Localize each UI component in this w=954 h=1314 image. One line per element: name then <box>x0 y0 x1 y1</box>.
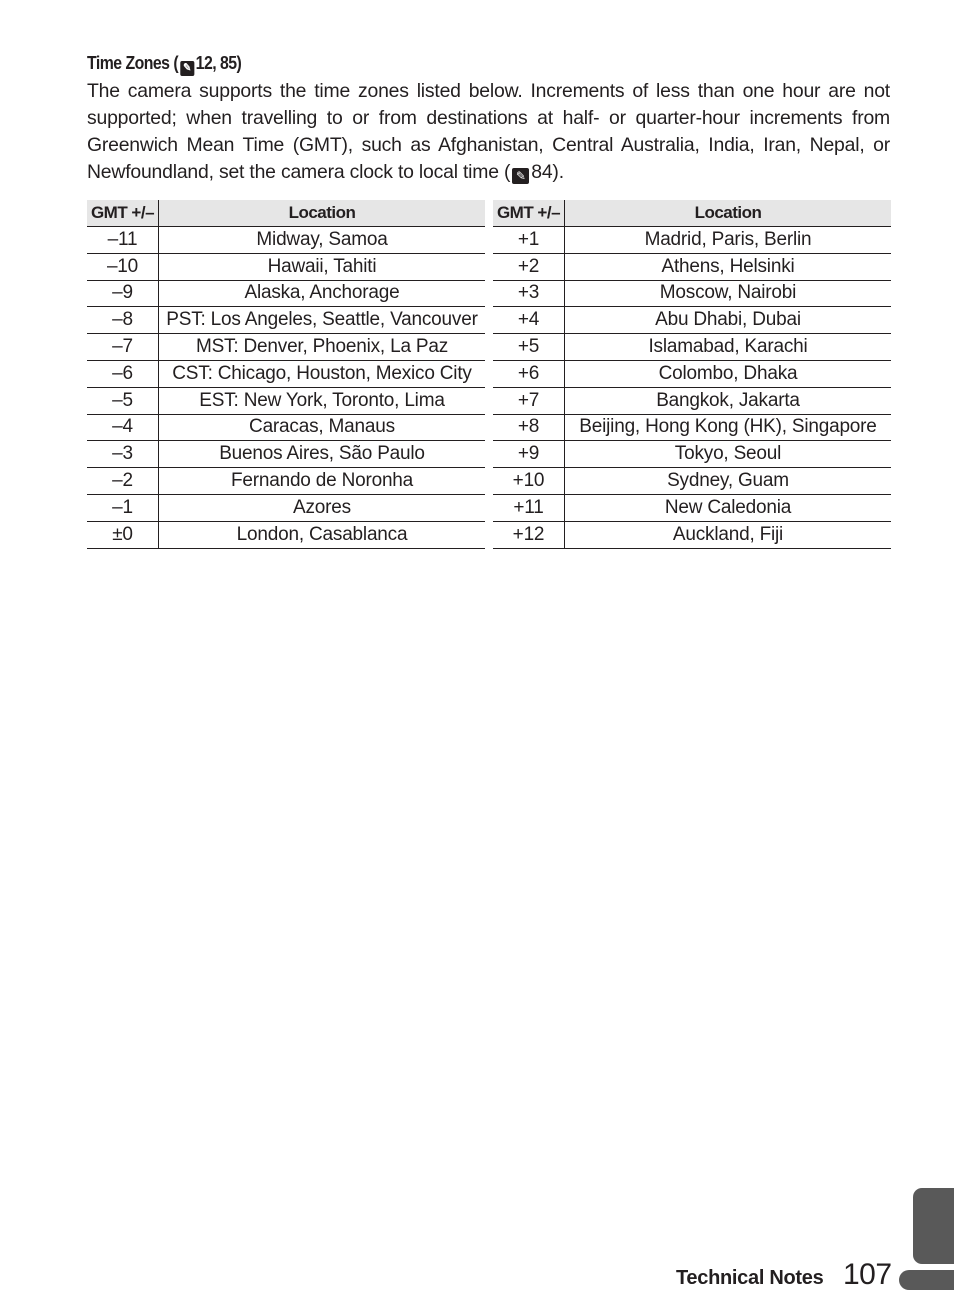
table-row <box>493 227 891 254</box>
gmt-offset-cell: +10 <box>493 468 565 495</box>
gmt-offset-cell: –9 <box>87 280 159 307</box>
table-row <box>87 334 485 361</box>
table-row <box>493 414 891 441</box>
location-cell: Midway, Samoa <box>159 227 486 254</box>
gmt-offset-cell: +3 <box>493 280 565 307</box>
location-cell: Athens, Helsinki <box>565 253 892 280</box>
gmt-offset-cell: +9 <box>493 441 565 468</box>
table-row <box>493 307 891 334</box>
gmt-offset-cell: +6 <box>493 360 565 387</box>
paragraph-text: The camera supports the time zones listed below. Increments of less than one hour are not supported; when travelling to or from destinations at half- or quarter-hour increments from Greenwich Mean Time (GMT), such as Afghanistan, Central Australia, India, Iran, Nepal, or Newfoundland, set the camera clock to local time ( <box>87 80 890 183</box>
heading-refs: 12, 85) <box>195 53 242 73</box>
table-row <box>493 387 891 414</box>
gmt-column-header: GMT +/– <box>493 200 565 227</box>
table-header-row <box>87 200 485 227</box>
table-row <box>493 521 891 548</box>
table-row <box>87 468 485 495</box>
table-row <box>493 494 891 521</box>
location-cell: Fernando de Noronha <box>159 468 486 495</box>
gmt-column-header: GMT +/– <box>87 200 159 227</box>
gmt-offset-cell: –1 <box>87 494 159 521</box>
table-row <box>87 360 485 387</box>
location-cell: New Caledonia <box>565 494 892 521</box>
location-cell: Islamabad, Karachi <box>565 334 892 361</box>
chapter-tab <box>913 1188 954 1264</box>
gmt-offset-cell: –2 <box>87 468 159 495</box>
location-cell: EST: New York, Toronto, Lima <box>159 387 486 414</box>
location-cell: CST: Chicago, Houston, Mexico City <box>159 360 486 387</box>
table-row <box>493 441 891 468</box>
page-tab <box>899 1270 954 1290</box>
gmt-offset-cell: –6 <box>87 360 159 387</box>
location-column-header: Location <box>565 200 892 227</box>
location-cell: Colombo, Dhaka <box>565 360 892 387</box>
gmt-offset-cell: –4 <box>87 414 159 441</box>
section-heading <box>87 53 241 76</box>
table-row <box>87 494 485 521</box>
paragraph-ref: 84). <box>531 161 564 183</box>
location-cell: Buenos Aires, São Paulo <box>159 441 486 468</box>
intro-paragraph <box>87 78 890 186</box>
time-zone-table-right <box>493 200 891 549</box>
location-cell: Azores <box>159 494 486 521</box>
table-row <box>493 280 891 307</box>
gmt-offset-cell: +8 <box>493 414 565 441</box>
table-row <box>87 227 485 254</box>
location-cell: London, Casablanca <box>159 521 486 548</box>
location-cell: Hawaii, Tahiti <box>159 253 486 280</box>
location-cell: Moscow, Nairobi <box>565 280 892 307</box>
gmt-offset-cell: +7 <box>493 387 565 414</box>
location-cell: MST: Denver, Phoenix, La Paz <box>159 334 486 361</box>
gmt-offset-cell: –7 <box>87 334 159 361</box>
gmt-offset-cell: +4 <box>493 307 565 334</box>
table-row <box>87 307 485 334</box>
location-cell: Alaska, Anchorage <box>159 280 486 307</box>
table-row <box>493 253 891 280</box>
table-row <box>87 387 485 414</box>
location-cell: Madrid, Paris, Berlin <box>565 227 892 254</box>
gmt-offset-cell: +2 <box>493 253 565 280</box>
table-row <box>87 280 485 307</box>
gmt-offset-cell: –5 <box>87 387 159 414</box>
gmt-offset-cell: ±0 <box>87 521 159 548</box>
section-label: Technical Notes <box>676 1267 824 1289</box>
table-header-row <box>493 200 891 227</box>
gmt-offset-cell: +5 <box>493 334 565 361</box>
page-number: 107 <box>843 1258 892 1291</box>
table-row <box>87 521 485 548</box>
table-row <box>493 360 891 387</box>
gmt-offset-cell: –3 <box>87 441 159 468</box>
gmt-offset-cell: –8 <box>87 307 159 334</box>
reference-icon: ✎ <box>180 61 194 76</box>
reference-icon: ✎ <box>512 168 529 184</box>
location-cell: PST: Los Angeles, Seattle, Vancouver <box>159 307 486 334</box>
location-column-header: Location <box>159 200 486 227</box>
table-row <box>87 253 485 280</box>
gmt-offset-cell: –10 <box>87 253 159 280</box>
table-row <box>493 334 891 361</box>
table-row <box>87 414 485 441</box>
table-row <box>87 441 485 468</box>
location-cell: Bangkok, Jakarta <box>565 387 892 414</box>
heading-title: Time Zones ( <box>87 53 179 73</box>
gmt-offset-cell: +11 <box>493 494 565 521</box>
location-cell: Caracas, Manaus <box>159 414 486 441</box>
location-cell: Abu Dhabi, Dubai <box>565 307 892 334</box>
gmt-offset-cell: –11 <box>87 227 159 254</box>
location-cell: Tokyo, Seoul <box>565 441 892 468</box>
gmt-offset-cell: +12 <box>493 521 565 548</box>
gmt-offset-cell: +1 <box>493 227 565 254</box>
location-cell: Beijing, Hong Kong (HK), Singapore <box>565 414 892 441</box>
table-row <box>493 468 891 495</box>
time-zone-table-left <box>87 200 485 549</box>
location-cell: Sydney, Guam <box>565 468 892 495</box>
location-cell: Auckland, Fiji <box>565 521 892 548</box>
